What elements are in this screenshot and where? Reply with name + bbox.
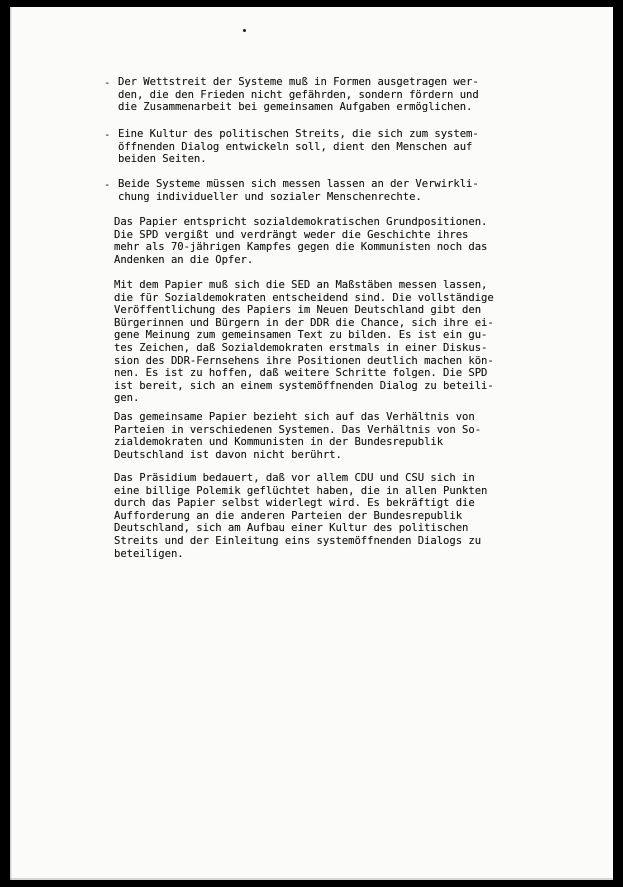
bullet-item [104,76,479,114]
text-line: Andenken an die Opfer. [114,253,254,266]
text-line: öffnenden Dialog entwickeln soll, dient den Menschen auf [118,140,473,153]
text-line: Die SPD vergißt und verdrängt weder die Geschichte ihres [114,228,469,241]
paragraph [114,411,481,461]
text-line: Bürgerinnen und Bürgern in der DDR die Chance, sich ihre ei- [114,316,494,329]
text-line: mehr als 70-jährigen Kampfes gegen die Kommunisten noch das [114,241,488,254]
text-line: durch das Papier selbst widerlegt wird. Es bekräftigt die [114,497,475,510]
bullet-dash: - [104,179,111,191]
text-line: gen. [114,392,140,405]
text-line: Der Wettstreit der Systeme muß in Formen ausgetragen wer- [118,76,479,88]
text-line: Veröffentlichung des Papiers im Neuen Deutschland gibt den [114,304,482,317]
text-line: eine billige Polemik geflüchtet haben, die in allen Punkten [114,484,488,497]
bullet-dash: - [104,77,111,89]
text-line: Deutschland, sich am Aufbau einer Kultur des politischen [114,522,469,535]
text-line: Aufforderung an die anderen Parteien der Bundesrepublik [114,509,463,522]
text-line: zialdemokraten und Kommunisten in der Bundesrepublik [114,436,444,449]
paragraph [114,472,487,560]
scan-edge-shadow [10,7,12,880]
text-line: Beide Systeme müssen sich messen lassen an der Verwirkli- [118,178,479,190]
text-line: beteiligen. [114,547,184,560]
text-line: sion des DDR-Fernsehens ihre Positionen deutlich machen kön- [114,354,494,367]
text-line: Deutschland ist davon nicht berührt. [114,448,342,461]
text-line: Mit dem Papier muß sich die SED an Maßstäben messen lassen, [114,279,488,291]
bullet-dash: - [104,129,111,141]
text-line: ist bereit, sich an einem systemöffnenden Dialog zu beteili- [114,379,494,392]
text-line: Parteien in verschiedenen Systemen. Das Verhältnis von So- [114,423,482,436]
text-line: beiden Seiten. [118,153,207,166]
text-line: Streits und der Einleitung eins systemöffnenden Dialogs zu [114,534,482,547]
text-line: den, die den Frieden nicht gefährden, sondern fördern und [118,88,479,101]
bullet-item [104,178,479,203]
text-line: die Zusammenarbeit bei gemeinsamen Aufgaben ermöglichen. [118,101,473,114]
text-line: chung individueller und sozialer Menschenrechte. [118,190,422,203]
text-line: Das gemeinsame Papier bezieht sich auf das Verhältnis von [114,411,475,423]
scan-speck [243,29,246,32]
text-line: tes Zeichen, daß Sozialdemokraten erstmals in einer Diskus- [114,341,488,354]
text-line: die für Sozialdemokraten entscheidend sind. Die vollständige [114,291,494,304]
text-line: gene Meinung zum gemeinsamen Text zu bilden. Es ist ein gu- [114,329,488,342]
text-line: nen. Es ist zu hoffen, daß weitere Schritte folgen. Die SPD [114,367,488,380]
text-line: Das Präsidium bedauert, daß vor allem CDU und CSU sich in [114,472,475,484]
paragraph [114,216,487,266]
paragraph [114,279,494,405]
document-page [10,7,613,880]
text-line: Eine Kultur des politischen Streits, die sich zum system- [118,128,479,140]
bullet-item [104,128,479,166]
scan-edge-shadow [10,878,613,880]
text-line: Das Papier entspricht sozialdemokratischen Grundpositionen. [114,216,488,228]
